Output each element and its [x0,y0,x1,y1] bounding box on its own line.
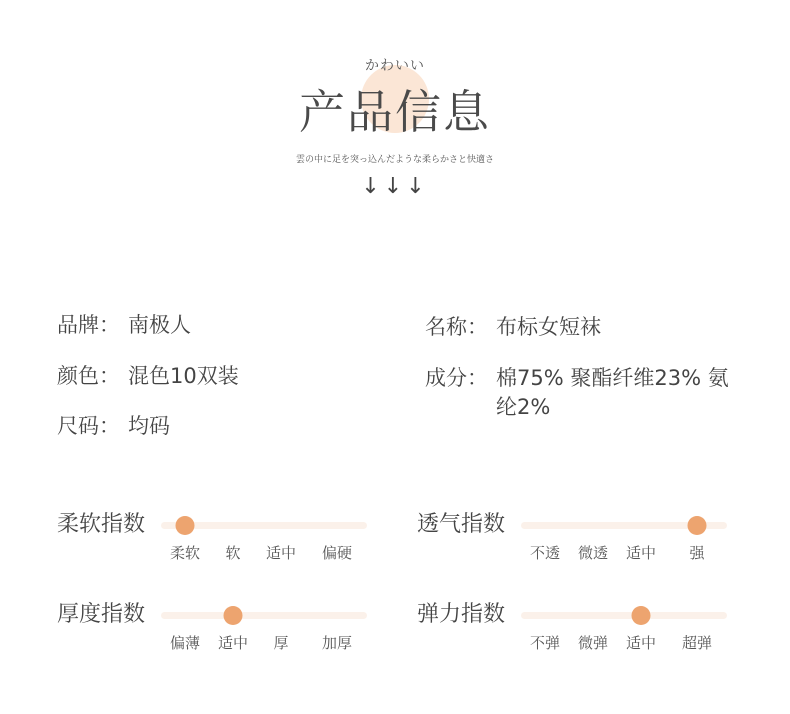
softness-tick: 软 [225,544,241,562]
softness-tick: 柔软 [169,544,201,562]
breathability-tick: 适中 [625,544,657,562]
softness-tick: 偏硬 [321,544,353,562]
subtitle: 雲の中に足を突っ込んだような柔らかさと快適さ [295,155,494,165]
softness-index-title: 柔软指数 [57,512,146,537]
breathability-tick: 不透 [529,544,561,562]
info-color [57,362,239,391]
thickness-index-knob [224,606,243,625]
info-composition-value: 棉75% 聚酯纤维23% 氨纶2% [496,366,729,419]
page-title: 产品信息 [299,85,491,139]
thickness-index-title: 厚度指数 [57,602,146,627]
breathability-tick: 微透 [577,544,609,562]
elasticity-tick: 微弹 [577,634,609,652]
info-brand-value: 南极人 [128,313,191,337]
kana-label: かわいい [365,58,425,74]
elasticity-tick: 不弹 [529,634,561,652]
info-size-label: 尺码： [57,414,120,438]
breathability-index-title: 透气指数 [417,512,506,537]
breathability-index-ticks [521,544,727,564]
info-name-label: 名称： [425,315,488,339]
elasticity-index-knob [632,606,651,625]
info-color-label: 颜色： [57,364,120,388]
info-size [57,412,170,441]
down-arrows-icon: ↓↓↓ [361,174,429,199]
info-brand [57,311,191,340]
info-name [425,313,601,342]
softness-index-track [161,522,367,529]
info-brand-label: 品牌： [57,313,120,337]
softness-tick: 适中 [265,544,297,562]
thickness-tick: 偏薄 [169,634,201,652]
softness-index-ticks [161,544,367,564]
info-name-value: 布标女短袜 [496,315,601,339]
thickness-tick: 适中 [217,634,249,652]
thickness-tick: 加厚 [321,634,353,652]
breathability-index-track [521,522,727,529]
info-size-value: 均码 [128,414,170,438]
elasticity-tick: 超弹 [681,634,713,652]
info-composition [425,364,736,422]
breathability-index-knob [688,516,707,535]
elasticity-index-track [521,612,727,619]
info-composition-label: 成分： [425,366,488,390]
thickness-index-track [161,612,367,619]
thickness-tick: 厚 [273,634,289,652]
elasticity-tick: 适中 [625,634,657,652]
elasticity-index-ticks [521,634,727,654]
thickness-index-ticks [161,634,367,654]
elasticity-index-title: 弹力指数 [417,602,506,627]
softness-index-knob [176,516,195,535]
breathability-tick: 强 [689,544,705,562]
info-color-value: 混色10双装 [128,364,239,388]
